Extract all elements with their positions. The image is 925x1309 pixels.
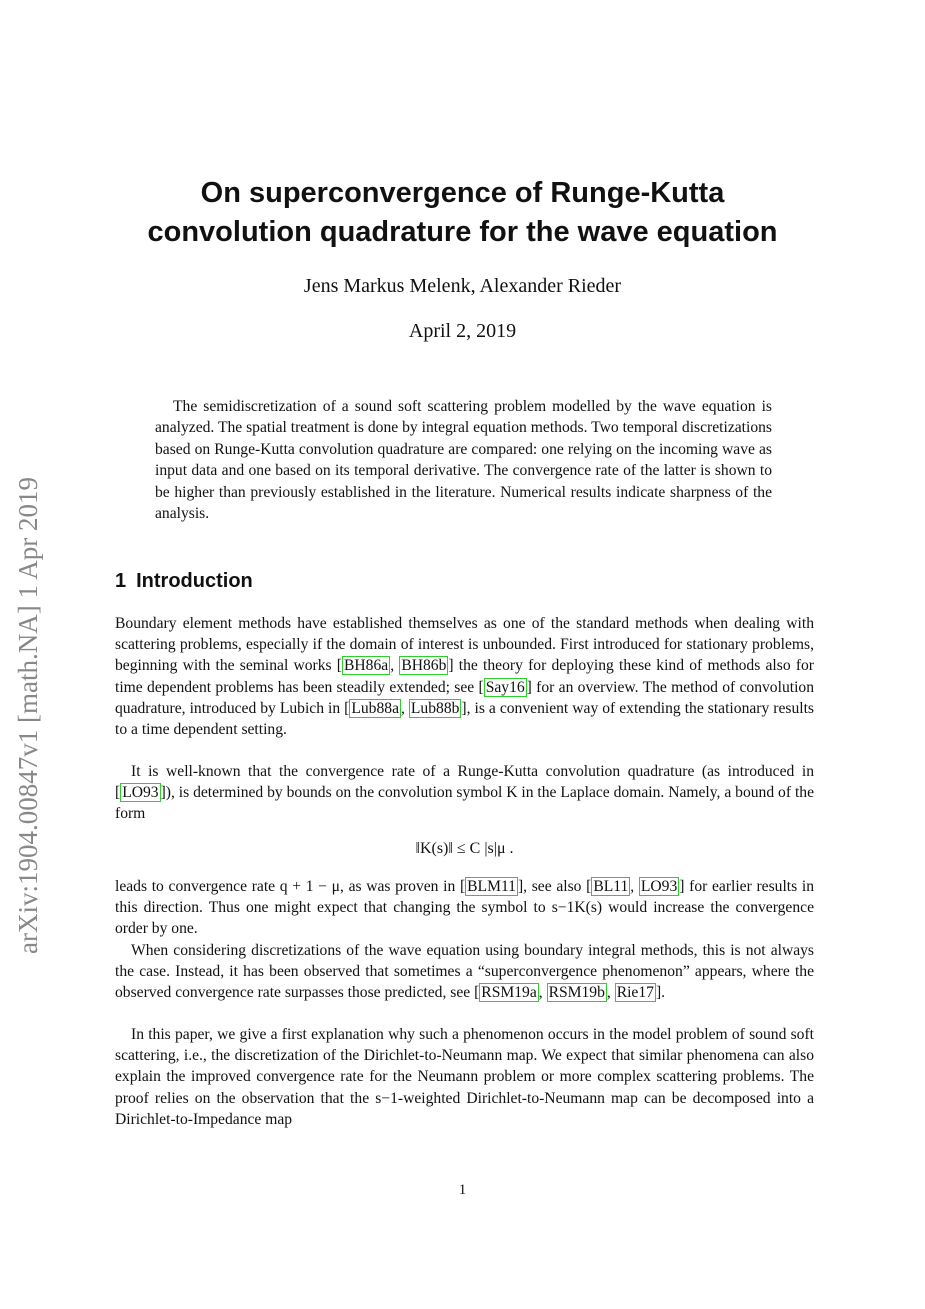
text-run: ] the theory for deploying these kind of methods also for time dependent problems has been steadily extended; see [: [115, 657, 815, 696]
arxiv-identifier-stamp[interactable]: arXiv:1904.00847v1 [math.NA] 1 Apr 2019: [13, 477, 43, 954]
author-list: Jens Markus Melenk, Alexander Rieder: [303, 275, 622, 297]
citation-link[interactable]: LO93: [122, 784, 159, 802]
citation-link[interactable]: BH86a: [344, 657, 389, 675]
citation-link[interactable]: RSM19b: [548, 984, 605, 1002]
text-run: ], is a convenient way of extending the stationary results to a time dependent setting.: [115, 699, 814, 739]
paragraph-2: [115, 761, 814, 825]
citation-link[interactable]: LO93: [640, 878, 678, 895]
display-equation: ‖K(s)‖ ≤ C |s|μ .: [415, 840, 514, 857]
paragraph-1: [115, 613, 814, 740]
citation-link[interactable]: Lub88a: [351, 699, 399, 717]
citation-link[interactable]: BL11: [593, 878, 629, 895]
text-run: ,: [401, 699, 409, 717]
text-run: ] for earlier results in this direction. Thus one might expect that changing the symbol to s−1K(s) would increase the convergence order by one.: [115, 878, 814, 938]
text-run: ,: [538, 984, 547, 1002]
paragraph-3: [115, 876, 814, 940]
citation-link[interactable]: Lub88b: [410, 699, 460, 717]
abstract: The semidiscretization of a sound soft scattering problem modelled by the wave equation is analyzed. The spatial treatment is done by integral equation methods. Two temporal discretizations based on Runge-Kutta convolution quadrature are compared: one relying on the incoming wave as input data and one based on its temporal derivative. The convergence rate of the latter is shown to be higher than previously established in the literature. Numerical results indicate sharpness of the analysis.: [155, 398, 772, 523]
text-run: ]), is determined by bounds on the convolution symbol K in the Laplace domain. Namely, a bound of the form: [115, 784, 814, 823]
text-run: leads to convergence rate q + 1 − μ, as was proven in [: [115, 878, 466, 895]
text-run: ] for an overview. The method of convolution quadrature, introduced by Lubich in [: [115, 678, 814, 717]
text-run: ,: [630, 878, 639, 895]
citation-link[interactable]: RSM19a: [481, 984, 537, 1002]
text-run: ,: [390, 657, 400, 675]
paper-title: [100, 174, 825, 252]
title-line-2: convolution quadrature for the wave equation: [147, 216, 778, 248]
text-run: When considering discretizations of the wave equation using boundary integral methods, this is not always the case. Instead, it has been observed that sometimes a “superconvergence phenomenon” appears, where the observed convergence rate surpasses those predicted, see [: [115, 942, 814, 1002]
section-heading: [115, 570, 263, 593]
citation-link[interactable]: Rie17: [616, 984, 654, 1002]
text-run: It is well-known that the convergence rate of a Runge-Kutta convolution quadrature (as introduced in [: [115, 763, 814, 802]
section-number: 1: [115, 570, 127, 592]
section-title: Introduction: [136, 570, 253, 592]
publication-date: April 2, 2019: [408, 320, 517, 342]
citation-link[interactable]: Say16: [485, 678, 525, 696]
citation-link[interactable]: BLM11: [467, 878, 516, 895]
text-run: ], see also [: [517, 878, 592, 895]
text-run: ].: [655, 984, 666, 1002]
paragraph-4: [115, 940, 814, 1004]
paragraph-5: In this paper, we give a first explanation why such a phenomenon occurs in the model problem of sound soft scattering, i.e., the discretization of the Dirichlet-to-Neumann map. We expect that similar phenomena can also explain the improved convergence rate for the Neumann problem or more complex scattering problems. The proof relies on the observation that the s−1-weighted Dirichlet-to-Neumann map can be decomposed into a Dirichlet-to-Impedance map: [115, 1026, 814, 1128]
citation-link[interactable]: BH86b: [401, 657, 447, 675]
title-line-1: On superconvergence of Runge-Kutta: [200, 177, 725, 209]
text-run: ,: [606, 984, 615, 1002]
text-run: Boundary element methods have established themselves as one of the standard methods when dealing with scattering problems, especially if the domain of interest is unbounded. First introduced for stationary problems, beginning with the seminal works [: [115, 615, 814, 675]
page-number: 1: [458, 1182, 467, 1198]
